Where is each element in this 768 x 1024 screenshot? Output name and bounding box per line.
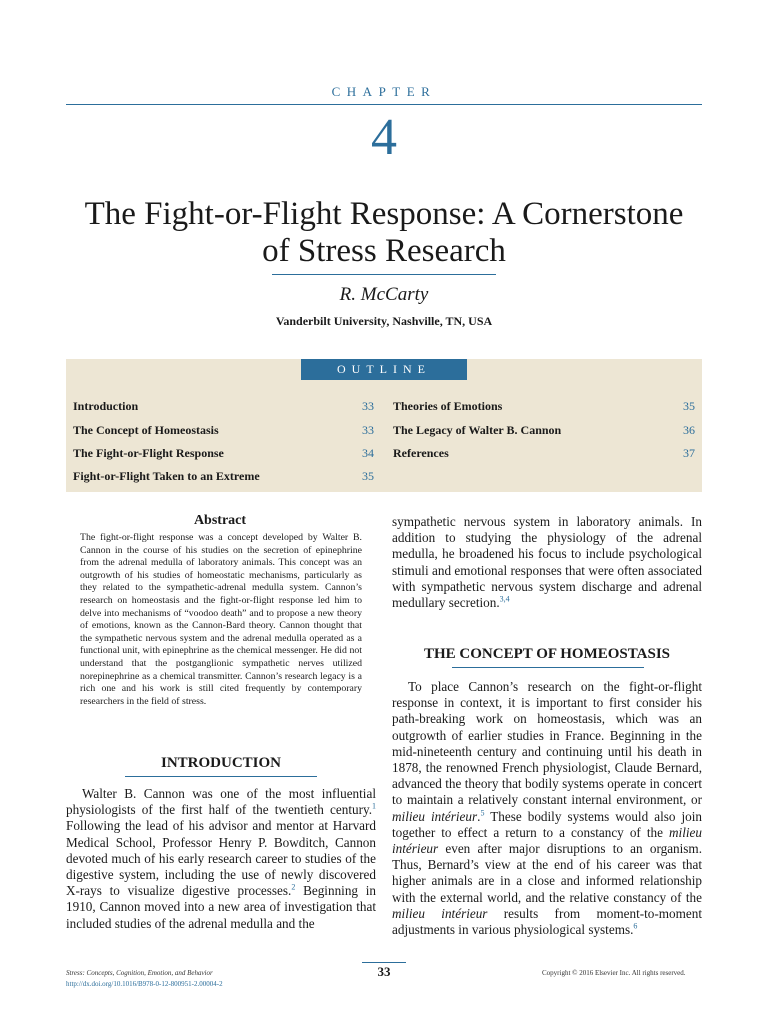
homeostasis-heading: THE CONCEPT OF HOMEOSTASIS [423, 646, 671, 662]
right-column-continuation: sympathetic nervous system in laboratory animals. In addition to studying the physiology of the adrenal medulla, he broadened his focus to include psychological stimuli and emotional responses that were often associated with sympathetic nervous system discharge and adrenal medullary secretion.$^{3,4}$ [392, 514, 702, 611]
toc-item-homeostasis[interactable]: The Concept of Homeostasis [73, 423, 219, 437]
toc-page[interactable]: 37 [683, 446, 695, 460]
homeostasis-rule [452, 667, 644, 668]
chapter-number: 4 [371, 109, 397, 166]
footer-rule [362, 962, 406, 963]
citation-6[interactable]: 6 [633, 921, 638, 931]
footer-page-number: 33 [377, 964, 391, 979]
toc-page[interactable]: 33 [362, 399, 374, 413]
outline-label: OUTLINE [301, 359, 467, 380]
title-rule [272, 274, 496, 275]
toc-item-fight-or-flight[interactable]: The Fight-or-Flight Response [73, 446, 224, 460]
chapter-rule [66, 104, 702, 105]
toc-item-references[interactable]: References [393, 446, 449, 460]
citation-1[interactable]: 1 [372, 801, 376, 811]
toc-item-introduction[interactable]: Introduction [73, 399, 139, 413]
toc-item-extreme[interactable]: Fight-or-Flight Taken to an Extreme [73, 469, 260, 483]
citation-2[interactable]: 2 [291, 882, 296, 892]
toc-page[interactable]: 36 [683, 423, 695, 437]
abstract-text: The fight-or-flight response was a concept developed by Walter B. Cannon in the course of his studies on the secretion of epinephrine from the adrenal medulla of laboratory animals. This concept was an outgrowth of his studies of homeostatic mechanisms, particularly as they related to the sympathetic-adrenal medulla system. Cannon’s research on homeostasis and the fight-or-flight response led him to delve into mechanisms of “voodoo death” and to propose a new theory of emotions, known as the Cannon-Bard theory. Cannon thought that the sympathetic nervous system and the adrenal medulla operated as a functional unit, with epinephrine as the chemical messenger. He did not understand that the postganglionic sympathetic nerves utilized norepinephrine as a chemical transmitter. Cannon’s research legacy is a rich one and his work is still cited frequently by contemporary researchers in the field of stress. [80, 532, 362, 707]
homeostasis-paragraph: To place Cannon’s research on the fight-or-flight response in context, it is important to first consider his path-breaking work on homeostasis, which was an outgrowth of earlier studies in France. Beginning in the mid-nineteenth century and continuing until his death in 1878, the renowned French physiologist, Claude Bernard, advanced the theory that bodily systems operate in concert to maintain a relatively constant internal environment, or milieu intérieur.$^5$ These bodily systems would also join together to effect a return to a constancy of the milieu intérieur even after major disruptions to an organism. Thus, Bernard’s view at the end of his career was that higher animals are in a close and informed relationship with the external world, and the relative constancy of the milieu intérieur results from moment-to-moment adjustments in various physiological systems.$^6$ [392, 679, 702, 938]
toc-page[interactable]: 35 [683, 399, 695, 413]
affiliation: Vanderbilt University, Nashville, TN, USA [275, 314, 493, 328]
introduction-heading: INTRODUCTION [160, 755, 281, 771]
footer-doi-link[interactable]: http://dx.doi.org/10.1016/B978-0-12-800951-2.00004-2 [66, 980, 223, 988]
toc-page[interactable]: 35 [362, 469, 374, 483]
title-line-2: of Stress Research [262, 233, 506, 269]
title-line-1: The Fight-or-Flight Response: A Cornerstone [84, 196, 684, 232]
author: R. McCarty [339, 284, 429, 305]
citation-3-4[interactable]: 3,4 [499, 594, 510, 604]
citation-5[interactable]: 5 [480, 808, 485, 818]
chapter-label: CHAPTER [331, 84, 437, 99]
introduction-rule [125, 776, 317, 777]
footer-book-title: Stress: Concepts, Cognition, Emotion, and Behavior [66, 969, 213, 977]
introduction-paragraph: Walter B. Cannon was one of the most influential physiologists of the first half of the twentieth century.$^1$ Following the lead of his advisor and mentor at Harvard Medical School, Professor Henry P. Bowditch, Cannon devoted much of his early research career to studies of the digestive system, including the use of newly discovered X-rays to visualize digestive processes.$^2$ Beginning in 1910, Cannon moved into a new area of investigation that included studies of the adrenal medulla and the [66, 786, 376, 931]
footer-copyright: Copyright © 2016 Elsevier Inc. All rights reserved. [542, 969, 686, 977]
chapter-title [60, 196, 708, 270]
abstract-heading: Abstract [193, 513, 247, 528]
toc-page[interactable]: 34 [362, 446, 374, 460]
toc-item-legacy[interactable]: The Legacy of Walter B. Cannon [393, 423, 562, 437]
toc-item-emotions[interactable]: Theories of Emotions [393, 399, 503, 413]
toc-page[interactable]: 33 [362, 423, 374, 437]
